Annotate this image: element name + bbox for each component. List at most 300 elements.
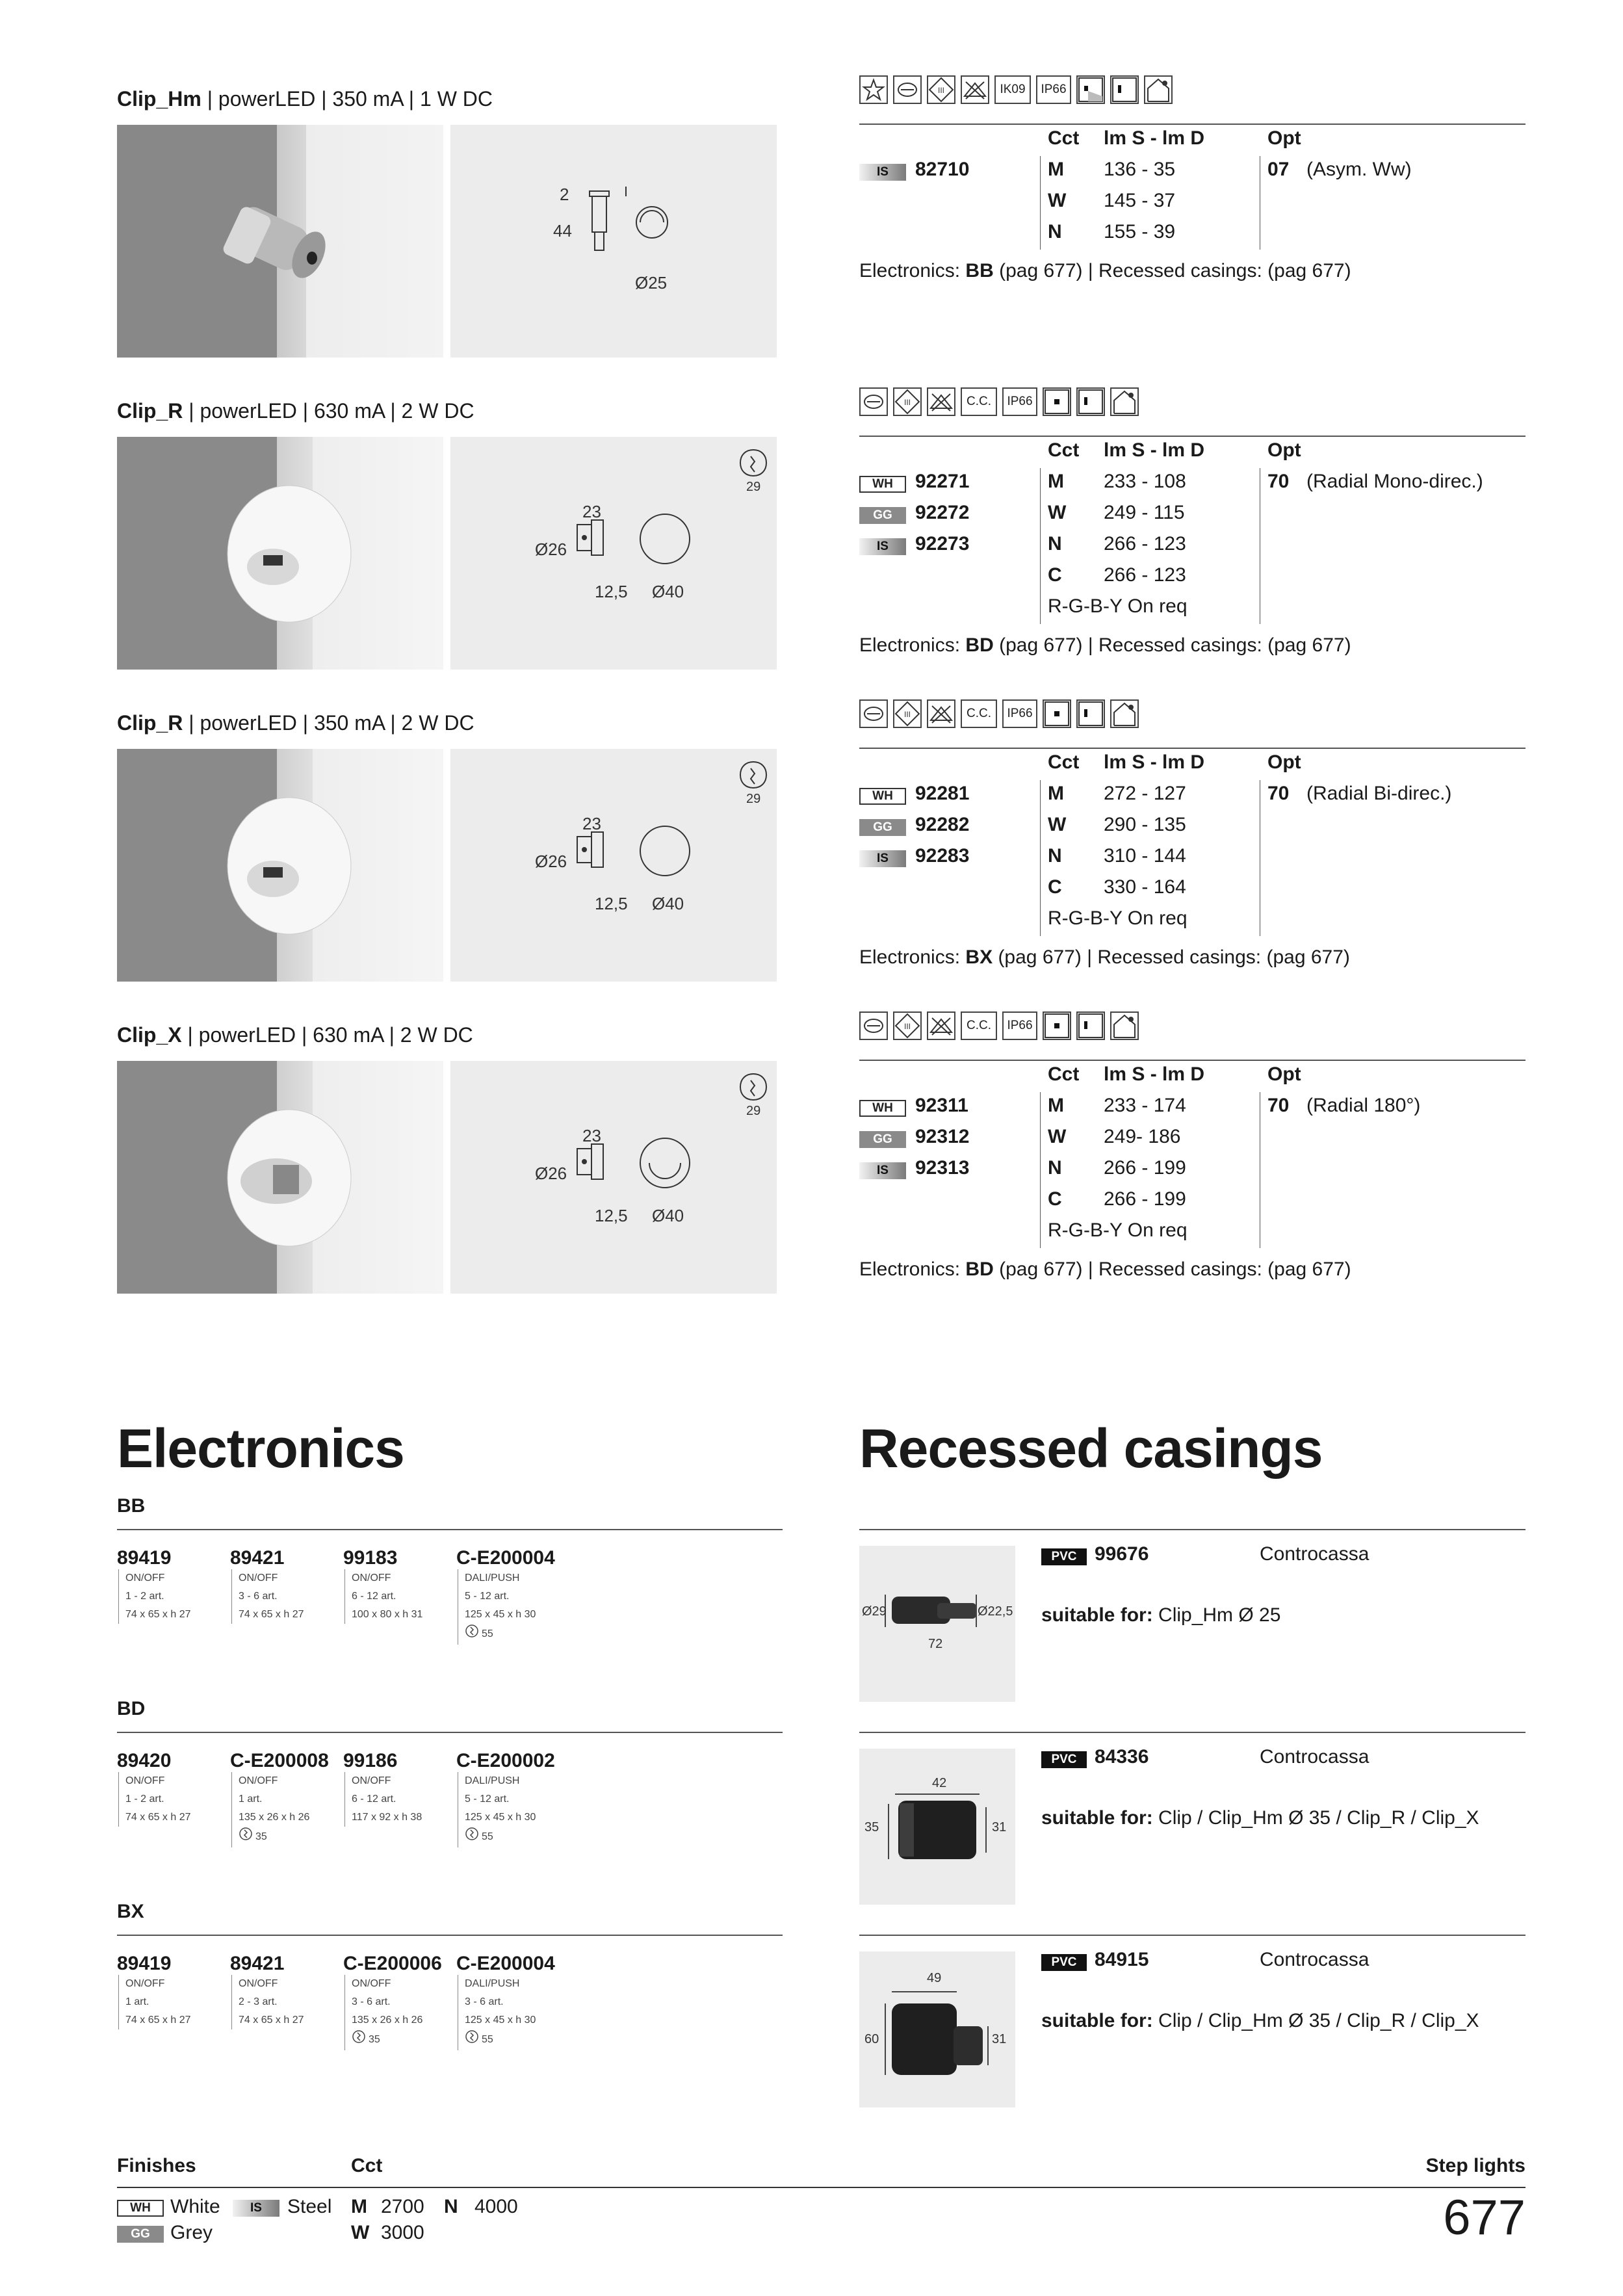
casing-dim-b: Ø22,5 xyxy=(978,1604,1013,1619)
product-name: Clip_X xyxy=(117,1023,182,1047)
electronics-item xyxy=(456,1953,560,2050)
lumen-value: 155 - 39 xyxy=(1104,221,1176,242)
separator: | xyxy=(1082,260,1098,281)
class-iii-icon xyxy=(894,389,920,415)
column-lm: lm S - lm D xyxy=(1104,1063,1205,1085)
finish-badge: GG xyxy=(859,819,906,836)
detail-l1: DALI/PUSH xyxy=(465,1978,520,1989)
product-drawing xyxy=(450,1061,777,1294)
half-light-icon xyxy=(1078,77,1104,103)
casing-name: Controcassa xyxy=(1260,1543,1370,1565)
lumen-value: 310 - 144 xyxy=(1104,845,1186,867)
suitable-value: Clip / Clip_Hm Ø 35 / Clip_R / Clip_X xyxy=(1158,2010,1479,2031)
recessed-icon xyxy=(1111,701,1137,727)
lumen-value: 290 - 135 xyxy=(1104,814,1186,835)
electronics-label: Electronics: xyxy=(859,260,961,281)
detail-l2: 3 - 6 art. xyxy=(239,1591,278,1602)
electronics-item-code: 89421 xyxy=(230,1953,285,1974)
dim-label-d: Ø40 xyxy=(652,1206,684,1225)
lumen-value: 272 - 127 xyxy=(1104,783,1186,804)
recessed-icon xyxy=(1110,1011,1139,1040)
detail-l1: DALI/PUSH xyxy=(465,1775,520,1786)
finish-badge: IS xyxy=(859,850,906,867)
detail-l3: 100 x 80 x h 31 xyxy=(352,1609,423,1620)
electronics-group-divider xyxy=(117,1935,783,1936)
dim-label-a: 2 xyxy=(560,185,569,204)
finish-badge: WH xyxy=(859,1100,906,1117)
table-divider-left xyxy=(1040,156,1041,250)
drawing-lines xyxy=(450,1061,777,1294)
finish-badge-is: IS xyxy=(233,2200,279,2217)
suitable-label: suitable for: xyxy=(1041,2010,1153,2031)
rgb-note: R-G-B-Y On req xyxy=(1048,595,1188,617)
detail-l3: 125 x 45 x h 30 xyxy=(465,1609,536,1620)
electronics-item-details xyxy=(458,1975,560,2050)
page-ref: (pag 677) xyxy=(998,946,1082,968)
page-number: 677 xyxy=(1443,2190,1526,2245)
detail-power: 35 xyxy=(255,1831,267,1842)
svg-text:III: III xyxy=(937,86,945,95)
slim-beam-icon xyxy=(1110,75,1139,104)
finish-badge: IS xyxy=(859,538,906,555)
casing-dim-c: 72 xyxy=(928,1637,943,1651)
dot-light-icon xyxy=(1043,1011,1071,1040)
cct-key: W xyxy=(1048,1126,1067,1147)
cct-key-w: W xyxy=(351,2222,370,2243)
rating-cc: C.C. xyxy=(961,699,997,728)
electronics-item xyxy=(230,1547,334,1624)
rgb-note: R-G-B-Y On req xyxy=(1048,1220,1188,1241)
casing-drawing xyxy=(859,1546,1015,1702)
dim-label-c: 12,5 xyxy=(595,894,628,913)
dim-label-c: 12,5 xyxy=(595,1206,628,1225)
dim-label-a: 23 xyxy=(582,502,601,521)
finish-name-white: White xyxy=(170,2196,220,2217)
column-cct: Cct xyxy=(1048,127,1080,149)
page-ref: (pag 677) xyxy=(999,1259,1083,1280)
finish-badge: WH xyxy=(859,788,906,805)
casing-image xyxy=(859,1546,1015,1702)
slim-beam-icon xyxy=(1076,387,1105,416)
electronics-label: Electronics: xyxy=(859,634,961,656)
recessed-icon xyxy=(1110,387,1139,416)
suitable-label: suitable for: xyxy=(1041,1807,1153,1829)
cct-key: M xyxy=(1048,783,1064,804)
detail-l2: 1 art. xyxy=(239,1794,263,1805)
casing-image xyxy=(859,1951,1015,2107)
product-photo-image xyxy=(117,749,443,982)
casings-label: Recessed casings: xyxy=(1098,1259,1262,1280)
product-name: Clip_Hm xyxy=(117,87,201,111)
lumen-value: 145 - 37 xyxy=(1104,190,1176,211)
column-cct: Cct xyxy=(1048,751,1080,773)
electronics-code: BX xyxy=(965,946,993,968)
dim-label-e: 29 xyxy=(746,1104,761,1118)
product-name: Clip_R xyxy=(117,711,183,735)
dot-light-icon xyxy=(1044,389,1070,415)
article-code: 92283 xyxy=(915,845,970,867)
cct-key: W xyxy=(1048,190,1067,211)
dot-light-icon xyxy=(1044,701,1070,727)
detail-l1: ON/OFF xyxy=(125,1775,165,1786)
detail-l3: 74 x 65 x h 27 xyxy=(239,2015,304,2026)
no-cover-icon xyxy=(927,1011,955,1040)
product-drawing xyxy=(450,437,777,670)
casings-page-ref: (pag 677) xyxy=(1267,260,1351,281)
dot-light-icon xyxy=(1044,1013,1070,1039)
lens-icon xyxy=(859,1011,888,1040)
detail-l2: 5 - 12 art. xyxy=(465,1794,510,1805)
electronics-item-code: 89419 xyxy=(117,1547,172,1569)
detail-l2: 6 - 12 art. xyxy=(352,1591,396,1602)
electronics-line xyxy=(859,260,1351,282)
lens-icon xyxy=(859,699,888,728)
lumen-value: 266 - 199 xyxy=(1104,1188,1186,1210)
svg-text:III: III xyxy=(903,398,911,407)
rating-ip66: IP66 xyxy=(1002,699,1037,728)
finish-name-steel: Steel xyxy=(287,2196,332,2217)
slim-beam-icon xyxy=(1078,1013,1104,1039)
dim-label-b: Ø26 xyxy=(535,540,567,559)
column-opt: Opt xyxy=(1267,127,1301,149)
electronics-item xyxy=(456,1750,560,1847)
table-divider-left xyxy=(1040,1092,1041,1248)
column-opt: Opt xyxy=(1267,751,1301,773)
cct-key: W xyxy=(1048,502,1067,523)
cct-value-w: 3000 xyxy=(381,2222,424,2243)
electronics-item xyxy=(117,1953,221,2029)
dim-label-b: 44 xyxy=(553,221,572,241)
electronics-code: BD xyxy=(965,634,994,656)
detail-l3: 74 x 65 x h 27 xyxy=(125,1812,191,1823)
electronics-item-code: 89419 xyxy=(117,1953,172,1974)
dim-label-d: Ø40 xyxy=(652,582,684,601)
lumen-value: 266 - 123 xyxy=(1104,564,1186,586)
recessed-icon xyxy=(1111,1013,1137,1039)
slim-beam-icon xyxy=(1111,77,1137,103)
dim-label-d: Ø40 xyxy=(652,894,684,913)
column-lm: lm S - lm D xyxy=(1104,751,1205,773)
electronics-item-details xyxy=(458,1772,560,1847)
product-photo-image xyxy=(117,125,443,358)
lumen-value: 249- 186 xyxy=(1104,1126,1181,1147)
electronics-item xyxy=(230,1750,334,1847)
detail-l2: 5 - 12 art. xyxy=(465,1591,510,1602)
electronics-group-name: BB xyxy=(117,1495,146,1517)
cct-key: N xyxy=(1048,845,1062,867)
no-cover-icon xyxy=(928,701,954,727)
cct-key-m: M xyxy=(351,2196,367,2217)
detail-l3: 125 x 45 x h 30 xyxy=(465,1812,536,1823)
product-photo-image xyxy=(117,437,443,670)
casings-page-ref: (pag 677) xyxy=(1267,1259,1351,1280)
detail-l2: 1 art. xyxy=(125,1996,149,2007)
page-ref: (pag 677) xyxy=(999,260,1083,281)
article-code: 92312 xyxy=(915,1126,970,1147)
lens-icon xyxy=(862,1014,885,1037)
class-iii-icon xyxy=(893,1011,922,1040)
article-code: 92311 xyxy=(915,1095,968,1116)
lumen-value: 266 - 123 xyxy=(1104,533,1186,554)
detail-l3: 74 x 65 x h 27 xyxy=(125,1609,191,1620)
casing-divider xyxy=(859,1732,1526,1733)
electronics-label: Electronics: xyxy=(859,946,961,968)
lumen-value: 266 - 199 xyxy=(1104,1157,1186,1179)
casing-name: Controcassa xyxy=(1260,1746,1370,1768)
casing-name: Controcassa xyxy=(1260,1949,1370,1970)
power-symbol-icon xyxy=(465,1827,479,1847)
detail-l3: 74 x 65 x h 27 xyxy=(239,1609,304,1620)
product-drawing xyxy=(450,125,777,358)
product-spec: | powerLED | 350 mA | 2 W DC xyxy=(183,711,474,735)
article-code: 82710 xyxy=(915,159,970,180)
detail-l1: ON/OFF xyxy=(352,1572,391,1584)
finish-badge: IS xyxy=(859,1162,906,1179)
detail-power: 35 xyxy=(369,2034,380,2045)
recessed-icon xyxy=(1110,699,1139,728)
detail-l3: 117 x 92 x h 38 xyxy=(352,1812,422,1823)
separator: | xyxy=(1082,1259,1098,1280)
electronics-item-code: 99186 xyxy=(343,1750,398,1771)
detail-l3: 74 x 65 x h 27 xyxy=(125,2015,191,2026)
article-code: 92271 xyxy=(915,471,970,492)
dim-label-a: 23 xyxy=(582,1126,601,1145)
dot-light-icon xyxy=(1043,699,1071,728)
electronics-item xyxy=(117,1750,221,1827)
cct-key: C xyxy=(1048,564,1062,586)
electronics-item-code: 99183 xyxy=(343,1547,398,1569)
lens-icon xyxy=(896,78,919,101)
table-top-line xyxy=(859,1060,1526,1061)
slim-beam-icon xyxy=(1076,699,1105,728)
electronics-item-details xyxy=(118,1569,221,1624)
casing-code: 99676 xyxy=(1095,1543,1149,1565)
detail-l3: 135 x 26 x h 26 xyxy=(352,2015,423,2026)
finish-badge: GG xyxy=(859,507,906,524)
product-title xyxy=(117,711,474,735)
casing-dim-a: Ø29 xyxy=(862,1604,887,1619)
product-photo xyxy=(117,125,443,358)
electronics-item xyxy=(456,1547,560,1645)
class-iii-icon xyxy=(928,77,954,103)
material-badge: PVC xyxy=(1041,1548,1087,1565)
rating-cc: C.C. xyxy=(961,387,997,416)
separator: | xyxy=(1082,634,1098,656)
product-photo-image xyxy=(117,1061,443,1294)
casing-suitable xyxy=(1041,1604,1280,1626)
power-symbol-icon xyxy=(352,2029,366,2050)
drawing-lines xyxy=(450,749,777,982)
electronics-item-code: C-E200008 xyxy=(230,1750,329,1771)
electronics-line xyxy=(859,946,1350,969)
electronics-item xyxy=(343,1953,447,2050)
electronics-group-divider xyxy=(117,1529,783,1530)
cct-key: M xyxy=(1048,1095,1064,1116)
casings-label: Recessed casings: xyxy=(1098,634,1262,656)
product-name: Clip_R xyxy=(117,399,183,423)
column-cct: Cct xyxy=(1048,1063,1080,1085)
optic-code: 70 xyxy=(1267,471,1290,492)
electronics-item-details xyxy=(231,1569,334,1624)
casing-dim-a: 42 xyxy=(932,1776,947,1790)
table-divider-left xyxy=(1040,780,1041,936)
lumen-value: 233 - 108 xyxy=(1104,471,1186,492)
electronics-item-details xyxy=(118,1975,221,2029)
article-code: 92273 xyxy=(915,533,970,554)
lens-icon xyxy=(893,75,922,104)
electronics-item-details xyxy=(231,1772,334,1847)
table-top-line xyxy=(859,748,1526,749)
material-badge: PVC xyxy=(1041,1954,1087,1971)
casing-dim-a: 49 xyxy=(927,1971,942,1985)
casing-divider xyxy=(859,1935,1526,1936)
finish-badge: WH xyxy=(859,476,906,493)
recessed-icon xyxy=(1145,77,1171,103)
casings-title: Recessed casings xyxy=(859,1418,1323,1479)
detail-power-row xyxy=(352,2029,447,2050)
casing-code: 84336 xyxy=(1095,1746,1149,1768)
optic-description: (Radial Bi-direc.) xyxy=(1306,783,1452,804)
product-photo xyxy=(117,1061,443,1294)
lens-icon xyxy=(859,387,888,416)
product-photo xyxy=(117,749,443,982)
product-spec: | powerLED | 350 mA | 1 W DC xyxy=(201,87,493,111)
finish-badge-wh: WH xyxy=(117,2200,164,2217)
product-title xyxy=(117,399,474,423)
slim-beam-icon xyxy=(1078,389,1104,415)
rating-cc: C.C. xyxy=(961,1011,997,1040)
dim-label-a: 23 xyxy=(582,814,601,833)
electronics-group-name: BX xyxy=(117,1901,144,1922)
electronics-item-code: 89420 xyxy=(117,1750,172,1771)
optic-description: (Radial 180°) xyxy=(1306,1095,1421,1116)
detail-l2: 6 - 12 art. xyxy=(352,1794,396,1805)
cct-key: N xyxy=(1048,533,1062,554)
dim-label-c: 12,5 xyxy=(595,582,628,601)
casing-dim-c: 31 xyxy=(992,2032,1007,2046)
material-badge: PVC xyxy=(1041,1751,1087,1768)
class-iii-icon xyxy=(927,75,955,104)
electronics-line xyxy=(859,1259,1351,1281)
power-symbol-icon xyxy=(239,1827,253,1847)
detail-l2: 3 - 6 art. xyxy=(465,1996,504,2007)
detail-l1: ON/OFF xyxy=(352,1775,391,1786)
electronics-item xyxy=(343,1547,447,1624)
casings-page-ref: (pag 677) xyxy=(1266,946,1350,968)
product-photo xyxy=(117,437,443,670)
rgb-note: R-G-B-Y On req xyxy=(1048,907,1188,929)
optic-code: 70 xyxy=(1267,783,1290,804)
cct-key: C xyxy=(1048,1188,1062,1210)
dim-label-e: 29 xyxy=(746,480,761,494)
detail-power-row xyxy=(465,1624,560,1645)
detail-l1: ON/OFF xyxy=(239,1775,278,1786)
cct-key: M xyxy=(1048,471,1064,492)
detail-power-row xyxy=(465,1827,560,1847)
detail-power: 55 xyxy=(482,1628,493,1639)
column-lm: lm S - lm D xyxy=(1104,127,1205,149)
electronics-item-details xyxy=(344,1975,447,2050)
electronics-title: Electronics xyxy=(117,1418,404,1479)
page-ref: (pag 677) xyxy=(999,634,1083,656)
table-top-line xyxy=(859,124,1526,125)
casing-dim-b: 60 xyxy=(864,2032,879,2046)
slim-beam-icon xyxy=(1076,1011,1105,1040)
electronics-item xyxy=(117,1547,221,1624)
casing-code: 84915 xyxy=(1095,1949,1149,1970)
column-opt: Opt xyxy=(1267,1063,1301,1085)
lumen-value: 136 - 35 xyxy=(1104,159,1176,180)
electronics-group-name: BD xyxy=(117,1698,146,1719)
lumen-value: 330 - 164 xyxy=(1104,876,1186,898)
electronics-item-details xyxy=(231,1975,334,2029)
column-opt: Opt xyxy=(1267,439,1301,461)
detail-l1: ON/OFF xyxy=(125,1572,165,1584)
detail-power: 55 xyxy=(482,1831,493,1842)
rating-ip66: IP66 xyxy=(1002,387,1037,416)
electronics-item-details xyxy=(458,1569,560,1645)
finish-name-grey: Grey xyxy=(170,2222,213,2243)
cct-key: N xyxy=(1048,1157,1062,1179)
electronics-item xyxy=(230,1953,334,2029)
electronics-item-details xyxy=(344,1772,447,1827)
dim-label-b: Ø26 xyxy=(535,1164,567,1183)
footer-divider xyxy=(117,2187,1526,2188)
lumen-value: 233 - 174 xyxy=(1104,1095,1186,1116)
casings-label: Recessed casings: xyxy=(1098,260,1262,281)
lens-icon xyxy=(862,702,885,725)
electronics-item xyxy=(343,1750,447,1827)
optic-code: 70 xyxy=(1267,1095,1290,1116)
casing-dim-b: 35 xyxy=(864,1820,879,1834)
casing-divider xyxy=(859,1529,1526,1530)
lumen-value: 249 - 115 xyxy=(1104,502,1185,523)
no-cover-icon xyxy=(928,389,954,415)
recessed-icon xyxy=(1111,389,1137,415)
casings-page-ref: (pag 677) xyxy=(1267,634,1351,656)
optic-description: (Asym. Ww) xyxy=(1306,159,1412,180)
article-code: 92313 xyxy=(915,1157,970,1179)
half-light-icon xyxy=(1076,75,1105,104)
detail-l1: ON/OFF xyxy=(125,1978,165,1989)
electronics-group-divider xyxy=(117,1732,783,1733)
power-symbol-icon xyxy=(465,1624,479,1645)
finish-badge: IS xyxy=(859,164,906,181)
suitable-value: Clip_Hm Ø 25 xyxy=(1158,1604,1281,1626)
table-top-line xyxy=(859,436,1526,437)
detail-l2: 1 - 2 art. xyxy=(125,1591,164,1602)
class-iii-icon xyxy=(893,699,922,728)
electronics-code: BB xyxy=(965,260,994,281)
optic-code: 07 xyxy=(1267,159,1290,180)
casing-dim-c: 31 xyxy=(992,1820,1007,1834)
product-title xyxy=(117,1023,473,1047)
no-cover-icon xyxy=(928,1013,954,1039)
cct-key: C xyxy=(1048,876,1062,898)
electronics-label: Electronics: xyxy=(859,1259,961,1280)
class-iii-icon xyxy=(894,1013,920,1039)
detail-l1: DALI/PUSH xyxy=(465,1572,520,1584)
detail-l3: 125 x 45 x h 30 xyxy=(465,2015,536,2026)
detail-l2: 2 - 3 art. xyxy=(239,1996,278,2007)
electronics-item-code: C-E200004 xyxy=(456,1547,555,1569)
detail-power: 55 xyxy=(482,2034,493,2045)
rating-ik09: IK09 xyxy=(994,75,1031,104)
casing-suitable xyxy=(1041,1807,1479,1829)
cct-key: W xyxy=(1048,814,1067,835)
article-code: 92272 xyxy=(915,502,970,523)
no-cover-icon xyxy=(962,77,988,103)
